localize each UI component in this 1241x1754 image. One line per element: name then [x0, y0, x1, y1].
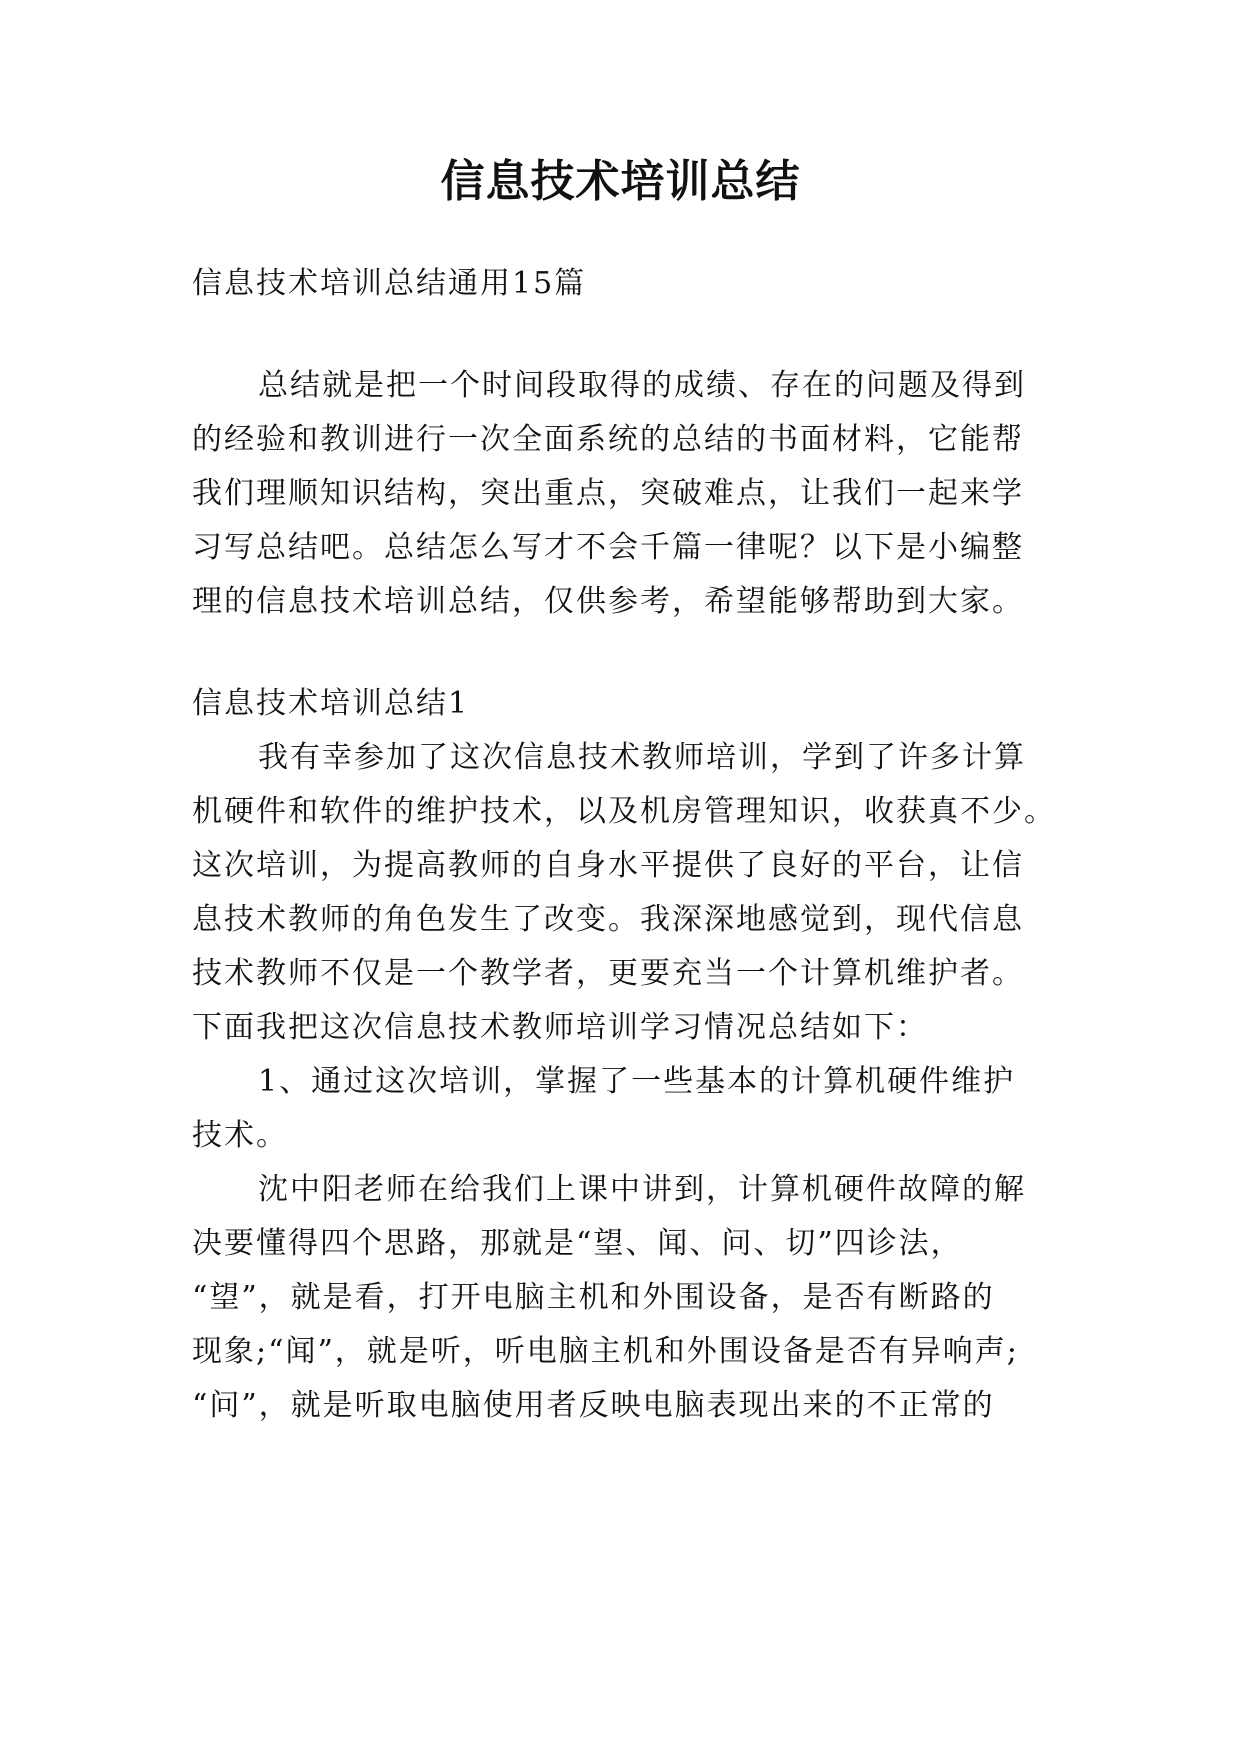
list-item-line: 技术。	[192, 1118, 288, 1153]
paragraph-line: 技术教师不仅是一个教学者，更要充当一个计算机维护者。	[192, 956, 1024, 991]
paragraph-line: 我有幸参加了这次信息技术教师培训，学到了许多计算	[258, 740, 1026, 775]
paragraph-line: 机硬件和软件的维护技术，以及机房管理知识，收获真不少。	[192, 794, 1056, 829]
document-title: 信息技术培训总结	[440, 156, 801, 207]
list-item-line: 1、通过这次培训，掌握了一些基本的计算机硬件维护	[258, 1064, 1016, 1099]
paragraph-line: “问”，就是听取电脑使用者反映电脑表现出来的不正常的	[192, 1388, 995, 1423]
paragraph-line: 这次培训，为提高教师的自身水平提供了良好的平台，让信	[192, 848, 1024, 883]
paragraph-line: 现象;“闻”，就是听，听电脑主机和外围设备是否有异响声;	[192, 1334, 1019, 1369]
paragraph-line: “望”，就是看，打开电脑主机和外围设备，是否有断路的	[192, 1280, 995, 1315]
paragraph-line: 息技术教师的角色发生了改变。我深深地感觉到，现代信息	[192, 902, 1024, 937]
document-subtitle: 信息技术培训总结通用15篇	[192, 266, 587, 301]
intro-line: 理的信息技术培训总结，仅供参考，希望能够帮助到大家。	[192, 584, 1024, 619]
intro-line: 习写总结吧。总结怎么写才不会千篇一律呢？以下是小编整	[192, 530, 1024, 565]
intro-line: 我们理顺知识结构，突出重点，突破难点，让我们一起来学	[192, 476, 1024, 511]
paragraph-line: 下面我把这次信息技术教师培训学习情况总结如下：	[192, 1010, 928, 1045]
section-heading: 信息技术培训总结1	[192, 686, 470, 721]
paragraph-line: 沈中阳老师在给我们上课中讲到，计算机硬件故障的解	[258, 1172, 1026, 1207]
intro-line: 的经验和教训进行一次全面系统的总结的书面材料，它能帮	[192, 422, 1024, 457]
paragraph-line: 决要懂得四个思路，那就是“望、闻、问、切”四诊法，	[192, 1226, 963, 1261]
intro-line: 总结就是把一个时间段取得的成绩、存在的问题及得到	[258, 368, 1026, 403]
